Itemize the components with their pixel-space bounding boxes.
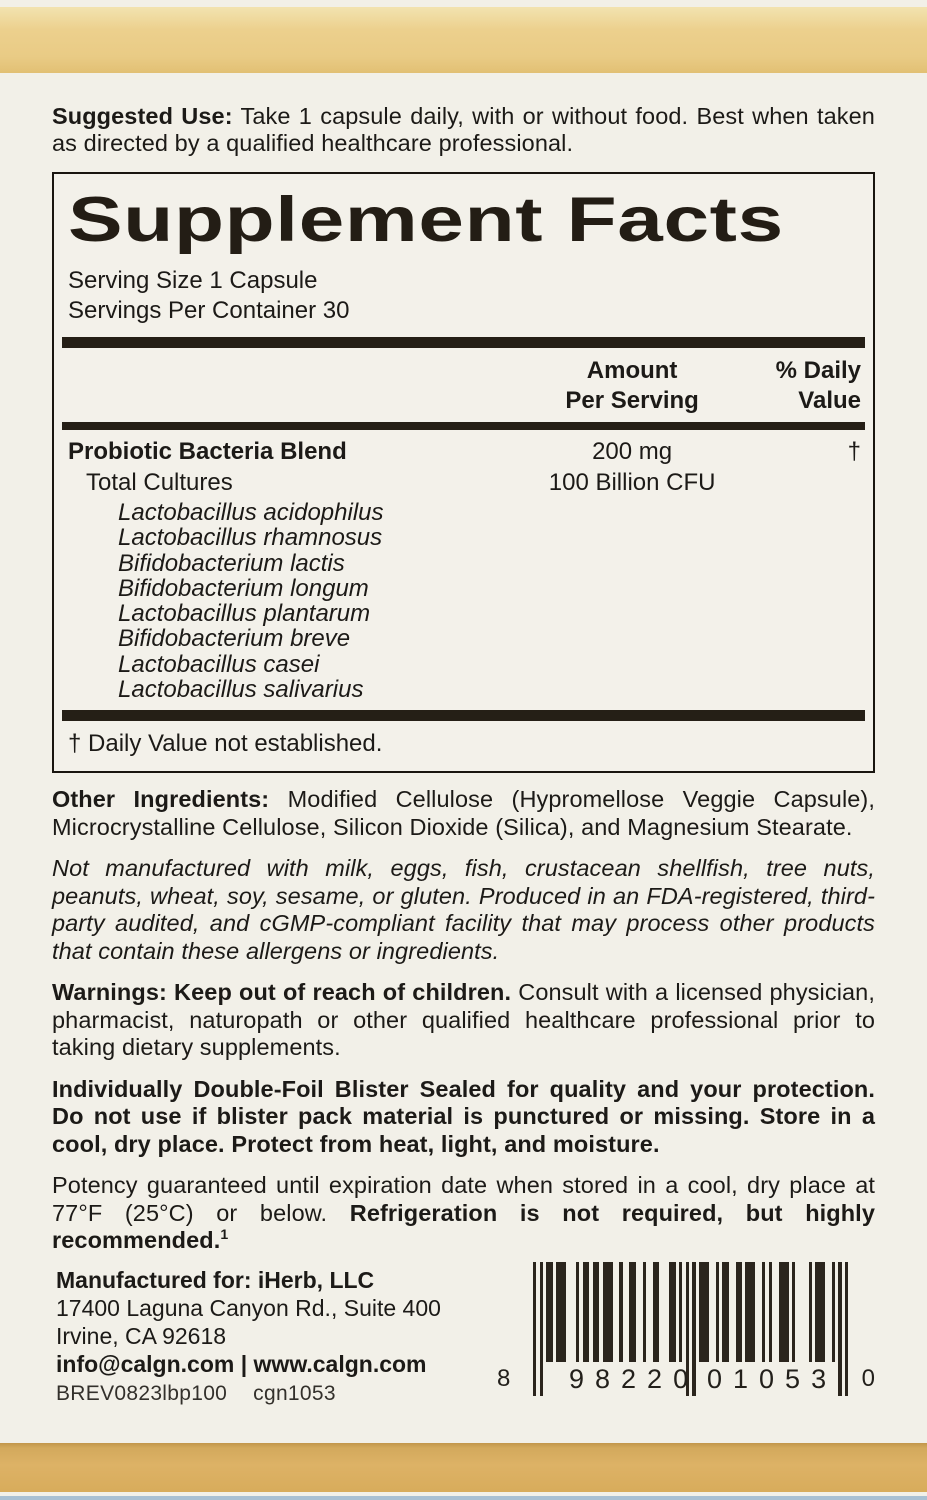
manufacturer-address-line2: Irvine, CA 92618 <box>56 1323 227 1350</box>
amount-header-line1: Amount <box>586 356 678 384</box>
ingredient-row-cultures <box>62 469 865 498</box>
warnings-paragraph <box>52 979 875 1061</box>
serving-info <box>68 266 865 327</box>
other-ingredients-text: Modified Cellulose (Hypromellose Veggie Capsule), Microcrystalline Cellulose, Silicon Dioxide (Silica), and Magnesium Stearate. <box>52 786 875 840</box>
barcode-digit-system: 8 <box>497 1365 511 1392</box>
divider-bar-thick-bottom <box>62 710 865 721</box>
divider-bar-thick-top <box>62 337 865 348</box>
dv-header-line2: Value <box>798 386 861 414</box>
sku-code: cgn1053 <box>253 1382 336 1406</box>
species-item: Lactobacillus casei <box>118 650 320 678</box>
lot-code-line <box>56 1381 441 1407</box>
potency-text: Potency guaranteed until expiration date when stored in a cool, dry place at 77°F (25°C) or below. <box>52 1172 875 1226</box>
cultures-amount: 100 Billion CFU <box>548 468 716 496</box>
manufacturer-contact: info@calgn.com | www.calgn.com <box>56 1351 427 1378</box>
suggested-use-paragraph <box>52 103 875 158</box>
barcode-digit-check: 0 <box>861 1365 875 1392</box>
allergen-statement: Not manufactured with milk, eggs, fish, crustacean shellfish, tree nuts, peanuts, wheat, soy, sesame, or gluten. Produced in an FDA-registered, third-party audited, and cGMP-compliant facility that may process other products that contain these allergens or ingredients. <box>52 855 875 964</box>
other-ingredients-label: Other Ingredients: <box>52 786 270 813</box>
species-item: Lactobacillus plantarum <box>118 600 371 628</box>
manufacturer-block <box>56 1266 441 1407</box>
warnings-text: Consult with a licensed physician, pharmacist, naturopath or other qualified healthcare professional prior to taking dietary supplements. <box>52 979 875 1061</box>
serving-size: Serving Size 1 Capsule <box>68 266 318 294</box>
species-item: Lactobacillus acidophilus <box>118 498 384 526</box>
supplement-facts-panel <box>52 172 875 773</box>
rev-code: BREV0823lbp100 <box>56 1382 228 1406</box>
amount-header-line2: Per Serving <box>565 386 699 414</box>
suggested-use-text: Take 1 capsule daily, with or without food. Best when taken as directed by a qualified healthcare professional. <box>52 103 875 157</box>
blend-amount: 200 mg <box>592 437 673 465</box>
upc-barcode <box>497 1262 877 1402</box>
barcode-digits-left: 98220 <box>569 1364 700 1394</box>
species-item: Lactobacillus rhamnosus <box>118 524 383 552</box>
manufactured-for: Manufactured for: iHerb, LLC <box>56 1267 375 1294</box>
daily-value-column-header <box>684 356 861 416</box>
species-item: Bifidobacterium lactis <box>118 549 345 577</box>
potency-paragraph <box>52 1172 875 1254</box>
cultures-name: Total Cultures <box>86 468 233 496</box>
species-item: Bifidobacterium breve <box>118 625 351 653</box>
species-item: Bifidobacterium longum <box>118 574 369 602</box>
servings-per-container: Servings Per Container 30 <box>68 297 350 325</box>
barcode-digits-right: 01053 <box>707 1364 838 1394</box>
species-list <box>62 500 865 703</box>
blister-statement: Individually Double-Foil Blister Sealed for quality and your protection. Do not use if blister pack material is punctured or missing. Store in a cool, dry place. Protect from heat, light, and moisture. <box>52 1075 875 1157</box>
footnote-superscript: 1 <box>220 1226 229 1243</box>
divider-bar-medium <box>62 422 865 430</box>
supplement-facts-title: Supplement Facts <box>68 184 784 255</box>
blend-daily-value: † <box>847 437 861 465</box>
facts-header-row <box>62 352 865 418</box>
ingredient-row-blend <box>62 438 865 467</box>
gold-band-bottom <box>0 1443 927 1492</box>
photo-bottom-edge <box>0 1496 927 1500</box>
dv-header-line1: % Daily <box>775 356 861 384</box>
blend-name: Probiotic Bacteria Blend <box>68 437 347 465</box>
other-ingredients-paragraph <box>52 786 875 841</box>
warnings-label: Warnings: Keep out of reach of children. <box>52 979 512 1006</box>
daily-value-footnote: † Daily Value not established. <box>68 730 383 758</box>
species-item: Lactobacillus salivarius <box>118 676 364 704</box>
suggested-use-label: Suggested Use: <box>52 103 233 129</box>
potency-bold-text: Refrigeration is not required, but highly recommended.$^1$ <box>52 1199 875 1253</box>
bottom-section <box>52 1262 877 1407</box>
manufacturer-address-line1: 17400 Laguna Canyon Rd., Suite 400 <box>56 1295 441 1322</box>
